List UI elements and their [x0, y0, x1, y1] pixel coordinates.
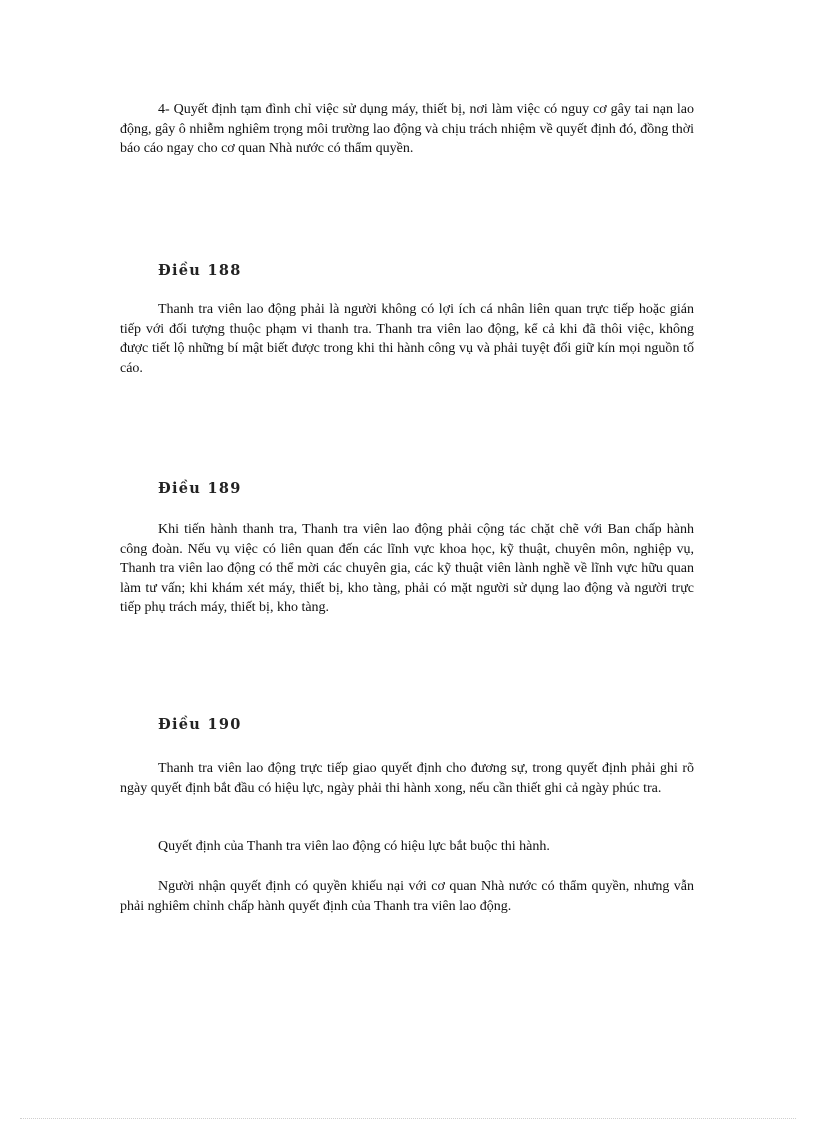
page-bottom-divider: [20, 1118, 796, 1119]
intro-paragraph: 4- Quyết định tạm đình chỉ việc sử dụng máy, thiết bị, nơi làm việc có nguy cơ gây tai nạn lao động, gây ô nhiễm nghiêm trọng môi trường lao động và chịu trách nhiệm về quyết định đó, đồng thời báo cáo ngay cho cơ quan Nhà nước có thẩm quyền.: [120, 102, 694, 156]
article-189-paragraph-1: Khi tiến hành thanh tra, Thanh tra viên lao động phải cộng tác chặt chẽ với Ban chấp hành công đoàn. Nếu vụ việc có liên quan đến các lĩnh vực khoa học, kỹ thuật, chuyên môn, nghiệp vụ, Thanh tra viên lao động có thể mời các chuyên gia, các kỹ thuật viên lành nghề về lĩnh vực hữu quan làm tư vấn; khi khám xét máy, thiết bị, kho tàng, phải có mặt người sử dụng lao động và người trực tiếp phụ trách máy, thiết bị, kho tàng.: [120, 522, 694, 615]
article-188-paragraph-1: Thanh tra viên lao động phải là người không có lợi ích cá nhân liên quan trực tiếp hoặc gián tiếp với đối tượng thuộc phạm vi thanh tra. Thanh tra viên lao động, kể cả khi đã thôi việc, không được tiết lộ những bí mật biết được trong khi thi hành công vụ và phải tuyệt đối giữ kín mọi nguồn tố cáo.: [120, 302, 694, 376]
article-190-paragraph-3: Người nhận quyết định có quyền khiếu nại với cơ quan Nhà nước có thẩm quyền, nhưng vẫn phải nghiêm chỉnh chấp hành quyết định của Thanh tra viên lao động.: [120, 879, 694, 914]
article-189-title: Điều 189: [158, 480, 242, 497]
article-190-paragraph-1: Thanh tra viên lao động trực tiếp giao quyết định cho đương sự, trong quyết định phải ghi rõ ngày quyết định bắt đầu có hiệu lực, ngày phải thi hành xong, nếu cần thiết ghi cả ngày phúc tra.: [120, 761, 694, 796]
article-190-title: Điều 190: [158, 716, 242, 733]
article-188-title: Điều 188: [158, 262, 242, 279]
article-190-paragraph-2: Quyết định của Thanh tra viên lao động có hiệu lực bắt buộc thi hành.: [158, 839, 550, 854]
